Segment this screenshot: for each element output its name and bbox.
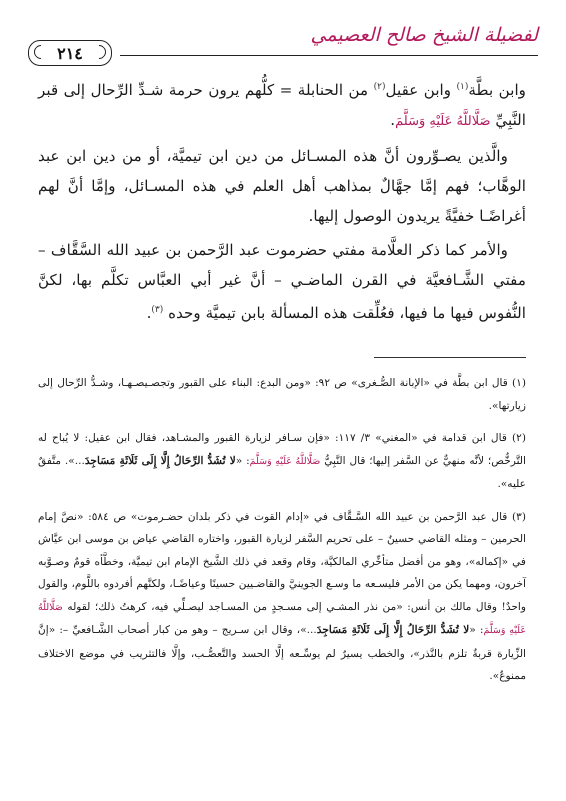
page-number-frame [28,40,112,66]
footnote-3 [38,506,526,688]
paragraph-3 [38,235,526,328]
honorific-glyph: صَلَّاللَّهُ عَلَيْهِ وَسَلَّمَ [249,455,321,467]
hadith-quote: لا تُشَدُّ الرِّحَالُ إِلَّا إِلَى ثَلَاثَةِ مَسَاجِدَ [84,454,236,467]
text-span: من الحنابلة = كلُّهم يرون حرمة شـدِّ الرِّحال إلى قبر النَّبِيِّ [38,81,526,130]
footnote-ref-2[interactable]: (٢) [373,82,386,92]
footnotes [38,372,526,698]
footnote-2 [38,427,526,496]
honorific-glyph: صَلَّاللَّهُ عَلَيْهِ وَسَلَّمَ [38,601,526,636]
paragraph-2: والَّذين يصـوِّرون أنَّ هذه المسـائل من دين ابن تيميَّة، أو من دين ابن عبد الوهَّاب؛ فهم إمَّا جهَّالٌ بمذاهب أهل العلم في هذه المسـائل، وإمَّا أنَّ لهم أغراضًـا خفيَّةً يريدون الوصول إليها. [38,147,526,226]
header-rule [120,55,538,56]
text-span: . [146,304,152,323]
page-number: ٢١٤ [57,43,83,63]
footnote-separator [374,357,526,358]
text-span: ...»، وقال ابن سـريج – وهو من كبار أصحاب الشَّـافعيِّ –: «إنَّ الزِّيارة قربةٌ تلزم بالنَّذر»، والخطب يسيرٌ لم يوسِّـعه إلَّا الحسد والتَّعصُّـب، وإلَّا فالتثريب في موضع الاختلاف ممنوعٌ». [38,624,526,682]
text-span: وابن عقيل [385,81,457,100]
honorific-glyph: صَلَّاللَّهُ عَلَيْهِ وَسَلَّمَ [395,114,491,130]
footnote-ref-1[interactable]: (١) [456,82,469,92]
text-span: والأمر كما ذكر العلَّامة مفتي حضرموت عبد الرَّحمن بن عبيد الله السَّقَّاف – مفتي الشَّـافعيَّة في القرن الماضـي – أنَّ غير أبي العبَّاس تكلَّم بها، لكنَّ النُّفوس فيها ما فيها، فعُلِّقت هذه المسألة بابن تيميَّة وحده [38,241,526,323]
footnote-ref-3[interactable]: (٣) [151,305,164,316]
footnote-1: (١) قال ابن بطَّة في «الإبانة الصُّـغرى» ص ٩٢: «ومن البدع: البناء على القبور وتجصـيصـهـا، وشـدُّ الرِّحال إلى زيارتها». [38,377,527,412]
text-span: : « [235,454,250,467]
hadith-quote: لا تُشَدُّ الرِّحَالُ إِلَّا إِلَى ثَلَاثَةِ مَسَاجِدَ [316,624,470,636]
main-text [38,72,526,332]
paragraph-1 [38,72,526,137]
text-span: ...». متَّفقٌ عليه». [38,454,526,490]
text-span: (٢) قال ابن قدامة في «المغني» ٣/ ١١٧: «فإن سـافر لزيارة القبور والمشـاهد، فقال ابن عقيل: لا يُباح له التَّرخُّص؛ لأنَّه منهيٌّ عن السَّفر إليها؛ قال النَّبِيُّ [38,432,526,467]
text-span: . [390,111,396,130]
text-span: وابن بطَّة [468,81,527,100]
page-header [28,22,538,62]
header-title: لفضيلة الشيخ صالح العصيمي [310,24,538,46]
text-span: (٣) قال عبد الرَّحمن بن عبيد الله السَّـقَّاف في «إدام القوت في ذكر بلدان حضـرموت» ص ٥٨٤: «نصَّ إمام الحرمين – ومثله القاضي حسينٌ – على تحريم السَّفر لزيارة القبور، واختاره القاضي عياض بن موسى ابن عيَّاش في «إكماله»، وهو من أفضل متأخِّري المالكيَّة، وقام وقعد في ذلك الشَّيخ الإمام ابن تيميَّة، وخطَّأه قومٌ وصـوَّبه آخرون، ومهما يكن من الأمر فليسـعه ما وسـع الجوينيَّ والقاضـيين حسينًا وعياضًـا، ولكنَّهم أفردوه باللَّوم، والقول واحدٌ! وقال مالك بن أنس: «من نذر المشـي إلى مسـجدٍ من المسـاجد ليصـلِّي فيه، كرهتُ ذلك؛ لقوله [38,510,526,613]
text-span: : « [469,624,484,636]
